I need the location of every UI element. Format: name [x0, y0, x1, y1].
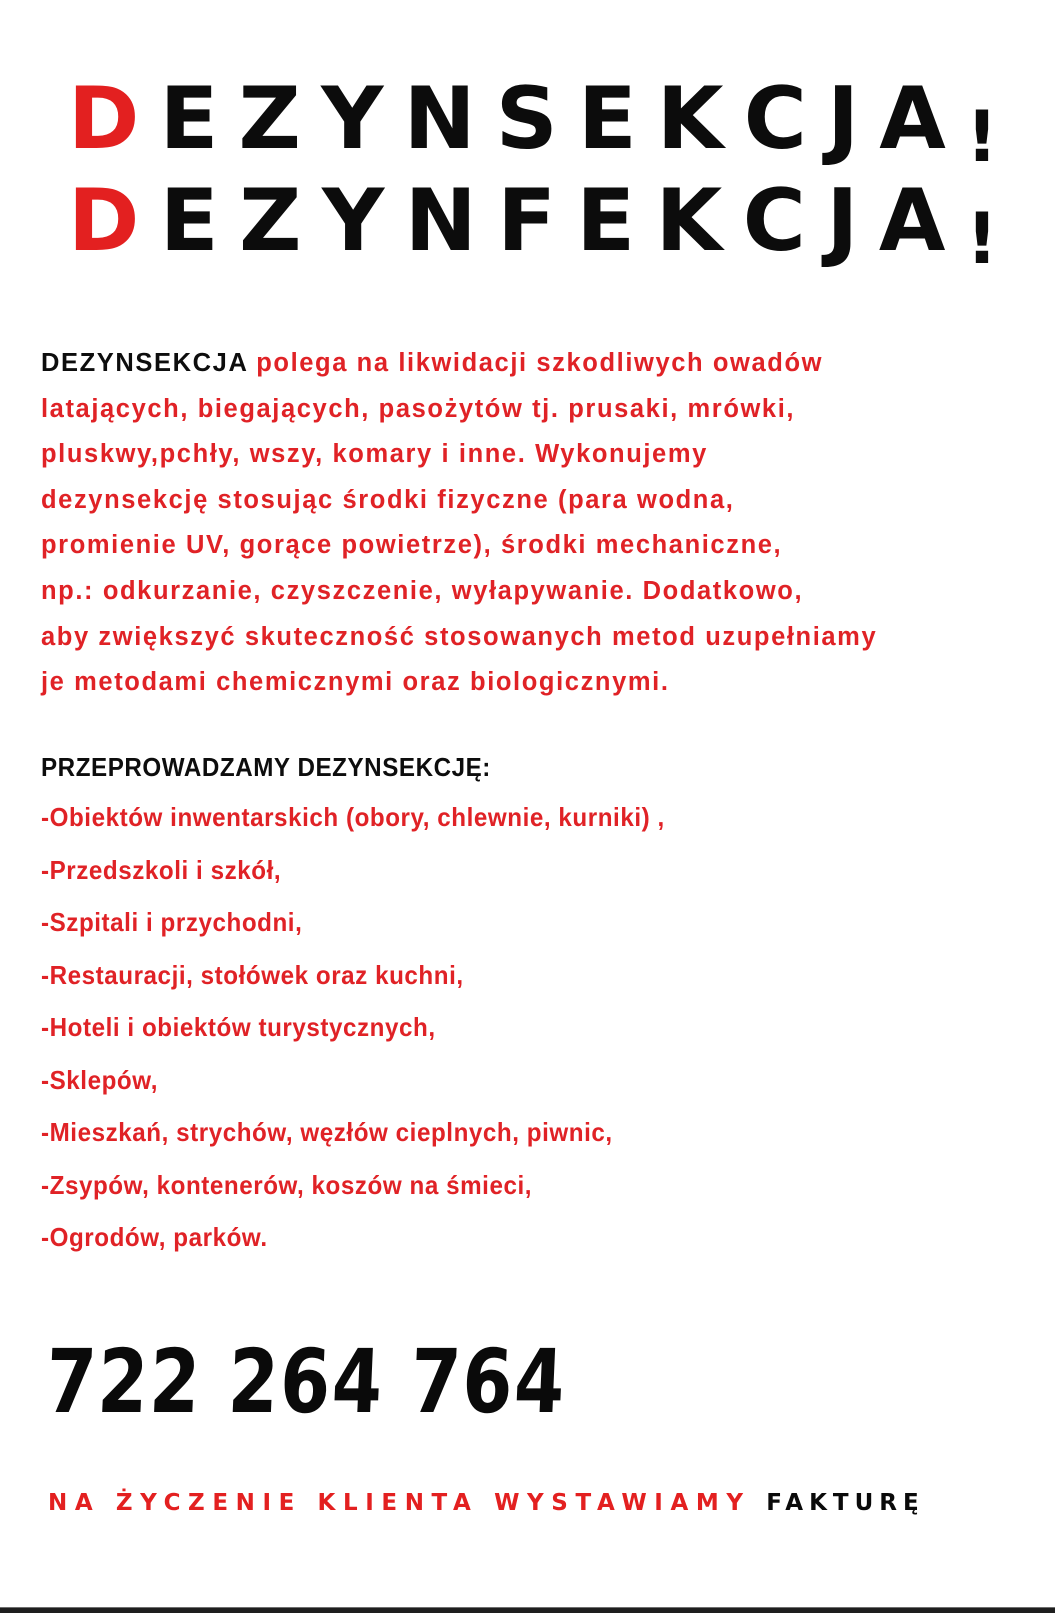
description-line: aby zwiększyć skuteczność stosowanych metod uzupełniamy [41, 622, 878, 651]
headline-letter: E [159, 171, 219, 271]
headline-letter: C [743, 69, 807, 169]
bottom-bar [0, 1607, 1055, 1613]
services-heading: PRZEPROWADZAMY DEZYNSEKCJĘ: [41, 752, 491, 782]
headline-letter: J [826, 171, 859, 271]
headline-letter: E [577, 69, 637, 169]
list-item: -Ogrodów, parków. [41, 1222, 268, 1252]
headline-letter: Y [321, 69, 384, 169]
headline-letter: D [68, 171, 140, 271]
headline-letter: A [879, 69, 946, 169]
headline-dezynsekcja [68, 69, 998, 178]
headline-letter: J [827, 69, 860, 169]
description-paragraph [41, 341, 1021, 706]
invoice-note [48, 1492, 925, 1515]
headline-letter: E [576, 171, 636, 271]
headline-letter: C [742, 171, 806, 271]
invoice-note-black: FAKTURĘ [766, 1490, 925, 1516]
list-item: -Hoteli i obiektów turystycznych, [41, 1012, 436, 1042]
invoice-note-red: NA ŻYCZENIE KLIENTA WYSTAWIAMY [48, 1490, 751, 1516]
description-line: np.: odkurzanie, czyszczenie, wyłapywanie. Dodatkowo, [41, 576, 804, 605]
headline-letter: Z [238, 69, 301, 169]
list-item: -Przedszkoli i szkół, [41, 854, 282, 885]
description-lead: DEZYNSEKCJA [41, 349, 248, 377]
headline-letter: S [495, 69, 558, 169]
headline-letter: N [404, 171, 477, 271]
headline-letter: Y [321, 171, 385, 271]
phone-number: 722 264 764 [43, 1330, 569, 1433]
description-line: dezynsekcję stosując środki fizyczne (para wodna, [41, 485, 735, 514]
headline-letter: D [68, 69, 140, 169]
headline-letter: K [656, 69, 724, 169]
list-item: -Sklepów, [41, 1064, 158, 1095]
headline-exclamation: ! [966, 96, 998, 178]
description-text: polega na likwidacji szkodliwych owadów [247, 349, 824, 377]
description-line: je metodami chemicznymi oraz biologicznymi. [41, 668, 670, 697]
description-line: promienie UV, gorące powietrze), środki mechaniczne, [41, 531, 783, 560]
headline-letter: A [878, 171, 946, 271]
headline-dezynfekcja [68, 171, 998, 280]
headline-letter: E [159, 69, 219, 169]
list-item: -Mieszkań, strychów, węzłów cieplnych, piwnic, [41, 1117, 613, 1147]
list-item: -Szpitali i przychodni, [41, 907, 303, 937]
services-list [41, 804, 712, 1277]
list-item: -Obiektów inwentarskich (obory, chlewnie, kurniki) , [41, 802, 665, 832]
headline-exclamation: ! [965, 198, 998, 280]
headline-letter: Z [239, 171, 302, 271]
list-item: -Zsypów, kontenerów, koszów na śmieci, [41, 1169, 533, 1200]
list-item: -Restauracji, stołówek oraz kuchni, [41, 959, 464, 990]
headline-letter: F [497, 171, 556, 271]
description-line [41, 341, 1021, 387]
headline-letter: K [655, 171, 723, 271]
description-line: latających, biegających, pasożytów tj. prusaki, mrówki, [41, 394, 796, 423]
headline-letter: N [403, 69, 476, 169]
description-line: pluskwy,pchły, wszy, komary i inne. Wykonujemy [41, 440, 708, 469]
